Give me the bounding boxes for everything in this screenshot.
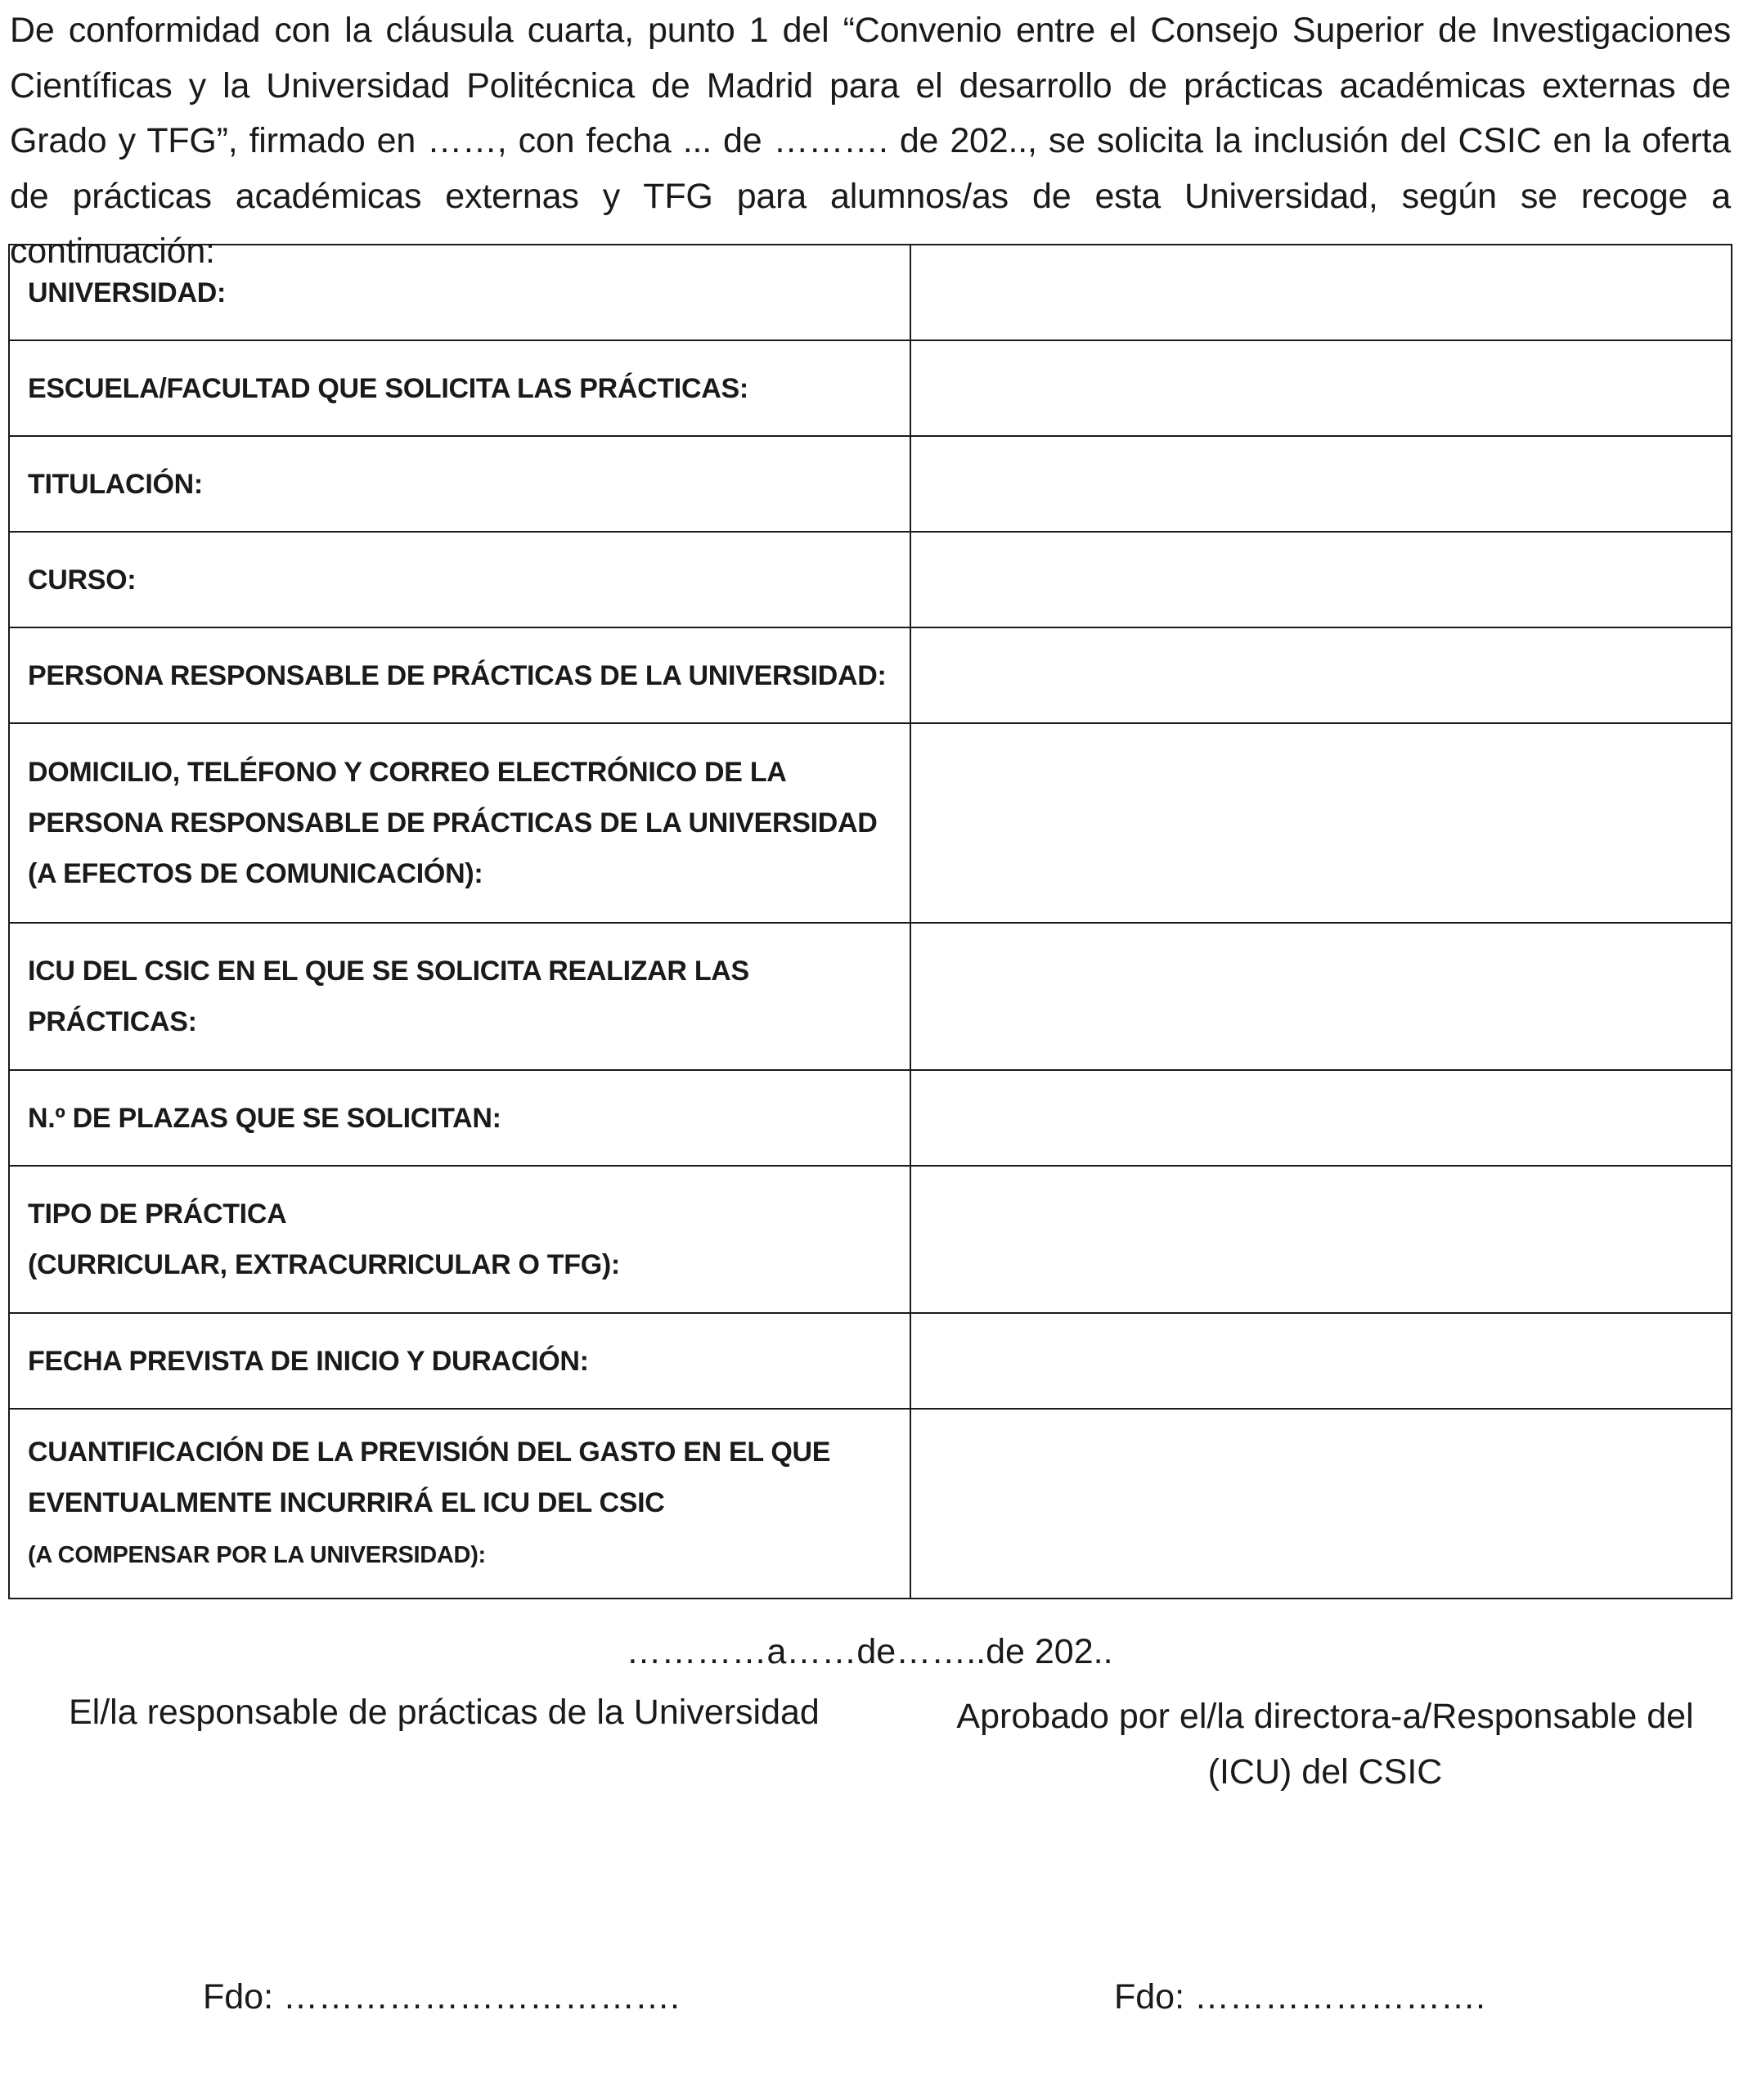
field-label-cuantificacion-gasto-note: (A COMPENSAR POR LA UNIVERSIDAD): <box>28 1542 486 1568</box>
row-label-cell <box>9 1313 910 1409</box>
table-row <box>9 923 1732 1070</box>
table-row <box>9 723 1732 923</box>
field-icu-csic[interactable] <box>910 923 1732 1070</box>
row-label-cell <box>9 1166 910 1313</box>
table-row <box>9 245 1732 340</box>
table-row <box>9 1313 1732 1409</box>
csic-signatory-title: Aprobado por el/la directora-a/Responsable del (ICU) del CSIC <box>956 1697 1694 1792</box>
request-form-table <box>8 244 1732 1599</box>
university-signature-line[interactable]: Fdo: ……………………………. <box>203 1977 680 2017</box>
table-row <box>9 1166 1732 1313</box>
field-label-cuantificacion-gasto <box>28 1427 892 1581</box>
field-label-numero-plazas: N.º DE PLAZAS QUE SE SOLICITAN: <box>28 1102 501 1134</box>
field-label-domicilio-telefono-correo: DOMICILIO, TELÉFONO Y CORREO ELECTRÓNICO DE LA PERSONA RESPONSABLE DE PRÁCTICAS DE LA UNIVERSIDAD (A EFECTOS DE COMUNICACIÓN): <box>28 757 878 889</box>
field-label-fecha-inicio-duracion: FECHA PREVISTA DE INICIO Y DURACIÓN: <box>28 1345 589 1377</box>
university-signatory-title: El/la responsable de prácticas de la Universidad <box>69 1693 820 1732</box>
row-label-cell <box>9 532 910 627</box>
field-label-universidad: UNIVERSIDAD: <box>28 277 226 308</box>
field-domicilio-telefono-correo[interactable] <box>910 723 1732 923</box>
field-tipo-practica[interactable] <box>910 1166 1732 1313</box>
field-persona-responsable[interactable] <box>910 627 1732 723</box>
field-label-persona-responsable: PERSONA RESPONSABLE DE PRÁCTICAS DE LA UNIVERSIDAD: <box>28 659 887 691</box>
field-label-cuantificacion-gasto-main: CUANTIFICACIÓN DE LA PREVISIÓN DEL GASTO EN EL QUE EVENTUALMENTE INCURRIRÁ EL ICU DEL CSIC <box>28 1437 831 1518</box>
table-row <box>9 1070 1732 1166</box>
field-universidad[interactable] <box>910 245 1732 340</box>
field-escuela-facultad[interactable] <box>910 340 1732 436</box>
table-row <box>9 532 1732 627</box>
row-label-cell <box>9 627 910 723</box>
field-label-escuela-facultad: ESCUELA/FACULTAD QUE SOLICITA LAS PRÁCTICAS: <box>28 372 748 404</box>
row-label-cell <box>9 923 910 1070</box>
field-numero-plazas[interactable] <box>910 1070 1732 1166</box>
field-cuantificacion-gasto[interactable] <box>910 1409 1732 1599</box>
row-label-cell <box>9 245 910 340</box>
row-label-cell <box>9 723 910 923</box>
field-label-icu-csic: ICU DEL CSIC EN EL QUE SE SOLICITA REALIZAR LAS PRÁCTICAS: <box>28 956 749 1037</box>
table-row <box>9 1409 1732 1599</box>
field-label-curso: CURSO: <box>28 564 137 596</box>
field-label-titulacion: TITULACIÓN: <box>28 468 203 500</box>
field-curso[interactable] <box>910 532 1732 627</box>
table-row <box>9 627 1732 723</box>
row-label-cell <box>9 436 910 532</box>
row-label-cell <box>9 1409 910 1599</box>
field-fecha-inicio-duracion[interactable] <box>910 1313 1732 1409</box>
table-row <box>9 340 1732 436</box>
row-label-cell <box>9 1070 910 1166</box>
field-titulacion[interactable] <box>910 436 1732 532</box>
table-row <box>9 436 1732 532</box>
row-label-cell <box>9 340 910 436</box>
place-date-line: …………a……de……..de 202.. <box>626 1632 1113 1671</box>
field-label-tipo-practica: TIPO DE PRÁCTICA (CURRICULAR, EXTRACURRICULAR O TFG): <box>28 1198 620 1280</box>
csic-signature-line[interactable]: Fdo: ……………………. <box>1114 1977 1485 2017</box>
intro-paragraph: De conformidad con la cláusula cuarta, punto 1 del “Convenio entre el Consejo Superior de Investigaciones Científicas y la Universidad Politécnica de Madrid para el desarrollo de prácticas académicas externas de Grado y TFG”, firmado en ……, con fecha ... de ………. de 202.., se solicita la inclusión del CSIC en la oferta de prácticas académicas externas y TFG para alumnos/as de esta Universidad, según se recoge a continuación: <box>10 11 1731 271</box>
